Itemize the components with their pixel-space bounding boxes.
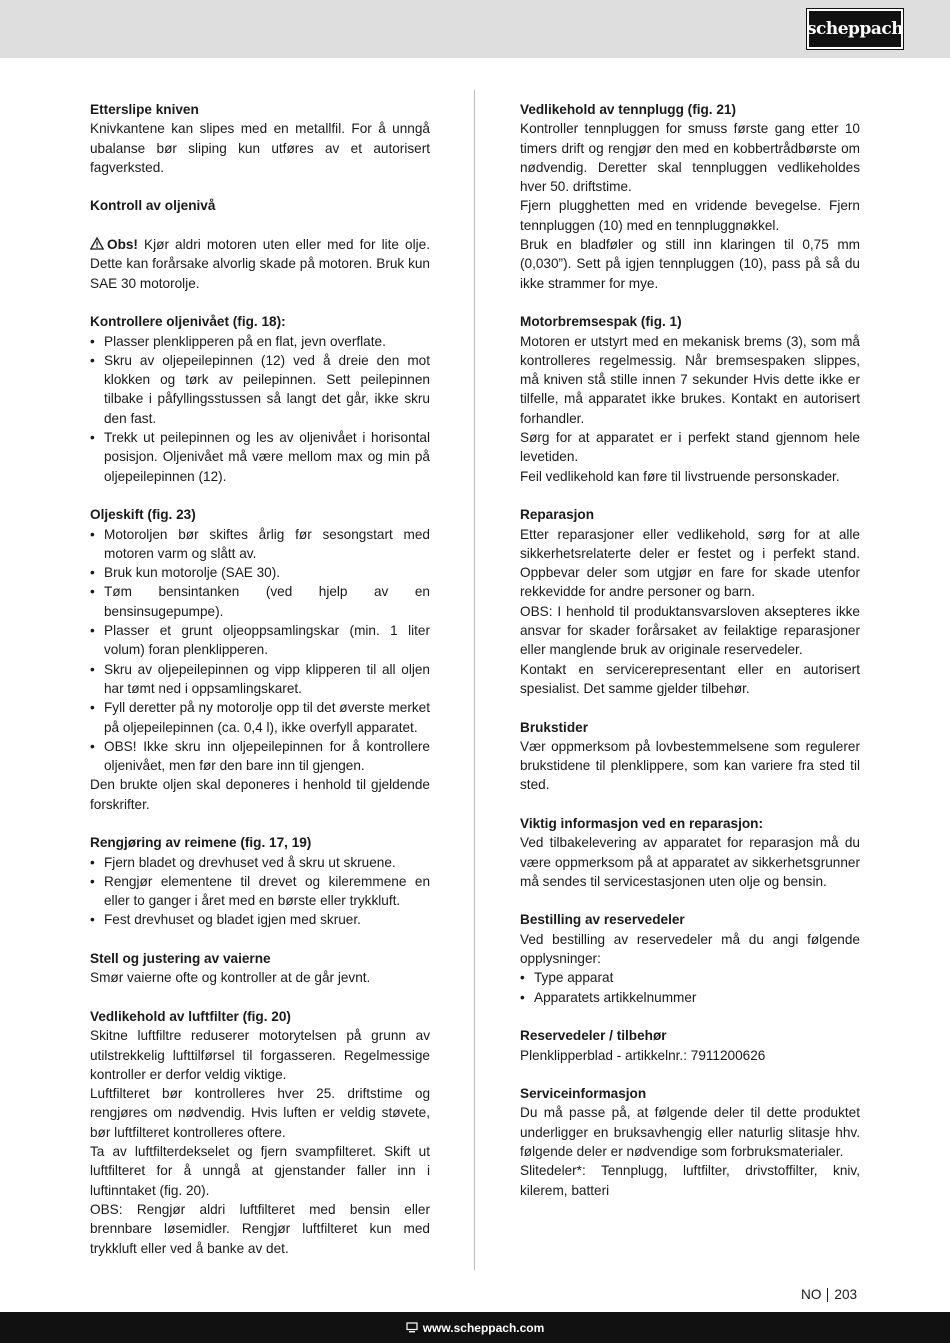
page-number bbox=[801, 1287, 857, 1302]
list-item: • Trekk ut peilepinnen og les av oljenivået i horisontal posisjon. Oljenivået må være mellom max og min på oljepeilepinnen (12). bbox=[90, 428, 430, 486]
page-language: NO bbox=[801, 1287, 822, 1302]
section-text: Sørg for at apparatet er i perfekt stand gjennom hele levetiden. bbox=[520, 430, 860, 465]
section-text: Ved bestilling av reservedeler må du angi følgende opplysninger: bbox=[520, 931, 860, 967]
section-text: Skitne luftfiltre reduserer motorytelsen på grunn av utilstrekkelig lufttilførsel til forgasseren. Regelmessige kontroller er derfor veldig viktige. bbox=[90, 1028, 430, 1082]
section-text: Motoren er utstyrt med en mekanisk brems (3), som må kontrolleres regelmessig. Når bremsespaken slippes, må kniven stå stille innen 7 sekunder Hvis dette ikke er tilfelle, må apparatet ikke brukes. Kontakt en autorisert forhandler. bbox=[520, 333, 860, 426]
list-item: • Skru av oljepeilepinnen og vipp klipperen til all oljen har tømt ned i oppsamlingskaret. bbox=[90, 660, 430, 699]
section-luftfilter bbox=[90, 1007, 430, 1258]
page-number-value: 203 bbox=[834, 1287, 858, 1302]
scheppach-logo: scheppach bbox=[807, 9, 903, 49]
section-heading: Etterslipe kniven bbox=[90, 102, 199, 117]
section-heading: Motorbremsespak (fig. 1) bbox=[520, 314, 682, 330]
section-text: Slitedeler*: Tennplugg, luftfilter, drivstoffilter, kniv, kilerem, batteri bbox=[520, 1163, 860, 1198]
section-bestilling bbox=[520, 910, 860, 1006]
warning-notice bbox=[90, 235, 430, 293]
section-heading: Kontrollere oljenivået (fig. 18): bbox=[90, 314, 286, 330]
list-item: • Fjern bladet og drevhuset ved å skru ut skruene. bbox=[90, 853, 430, 872]
footer-url[interactable]: www.scheppach.com bbox=[422, 1320, 545, 1335]
section-heading: Rengjøring av reimene (fig. 17, 19) bbox=[90, 835, 312, 851]
section-stell bbox=[90, 949, 430, 988]
section-heading: Serviceinformasjon bbox=[520, 1086, 647, 1102]
right-column bbox=[520, 100, 860, 1200]
list-item: • Fyll deretter på ny motorolje opp til det øverste merket på oljepeilepinnen (ca. 0,4 l), ikke overfyll apparatet. bbox=[90, 698, 430, 737]
section-heading: Reservedeler / tilbehør bbox=[520, 1028, 667, 1044]
section-text: Kontakt en servicerepresentant eller en autorisert spesialist. Det samme gjelder tilbehør. bbox=[520, 661, 860, 696]
section-oljeskift bbox=[90, 505, 430, 814]
list-item: • Rengjør elementene til drevet og kileremmene en eller to ganger i året med en børste eller trykkluft. bbox=[90, 872, 430, 911]
section-heading: Kontroll av oljenivå bbox=[90, 198, 216, 214]
list-item: • OBS! Ikke skru inn oljepeilepinnen for å kontrollere oljenivået, men før den bare inn til gjengen. bbox=[90, 737, 430, 776]
section-etterslipe bbox=[90, 100, 430, 177]
section-text: Knivkantene kan slipes med en metallfil. For å unngå ubalanse bør sliping kun utføres av et autorisert fagverksted. bbox=[90, 121, 430, 175]
section-motorbrems bbox=[520, 312, 860, 486]
monitor-icon bbox=[406, 1322, 418, 1333]
section-heading: Viktig informasjon ved en reparasjon: bbox=[520, 815, 763, 831]
section-brukstider bbox=[520, 718, 860, 795]
list-item: • Type apparat bbox=[520, 968, 860, 987]
bullet-list bbox=[90, 853, 430, 930]
section-heading: Brukstider bbox=[520, 719, 588, 735]
page-number-separator bbox=[827, 1288, 828, 1302]
list-item: • Plasser et grunt oljeoppsamlingskar (min. 1 liter volum) foran plenklipperen. bbox=[90, 621, 430, 660]
warning-text: Kjør aldri motoren uten eller med for lite olje. Dette kan forårsake alvorlig skade på motoren. Bruk kun SAE 30 motorolje. bbox=[90, 237, 430, 291]
section-text: OBS: I henhold til produktansvarsloven aksepteres ikke ansvar for skader forårsaket av feilaktige reparasjoner eller manglende bruk av originale reservedeler. bbox=[520, 603, 860, 658]
section-reservedeler bbox=[520, 1026, 860, 1065]
section-text: Etter reparasjoner eller vedlikehold, sørg for at alle sikkerhetsrelaterte deler er festet og i perfekt stand. Oppbevar deler som utgjør en fare for skade utenfor rekkevidde for andre personer og barn. bbox=[520, 526, 860, 600]
warning-triangle-icon bbox=[90, 237, 104, 250]
section-kontrollere-oljenivaet bbox=[90, 312, 430, 486]
section-text: Fjern plugghetten med en vridende bevegelse. Fjern tennpluggen (10) med en tennpluggnøkkel. bbox=[520, 198, 860, 233]
list-item: • Tøm bensintanken (ved hjelp av en bensinsugepumpe). bbox=[90, 582, 430, 621]
section-tennplugg bbox=[520, 100, 860, 293]
section-heading: Stell og justering av vaierne bbox=[90, 951, 271, 967]
section-text: Vær oppmerksom på lovbestemmelsene som regulerer brukstidene til plenklippere, som kan variere fra sted til sted. bbox=[520, 738, 860, 793]
list-item: • Bruk kun motorolje (SAE 30). bbox=[90, 563, 430, 582]
list-item: • Apparatets artikkelnummer bbox=[520, 988, 860, 1007]
section-serviceinformasjon bbox=[520, 1084, 860, 1200]
list-item: • Skru av oljepeilepinnen (12) ved å dreie den mot klokken og tørk av peilepinnen. Sett peilepinnen tilbake i påfyllingsstussen så langt det går, ikke skru den fast. bbox=[90, 351, 430, 428]
list-item: • Plasser plenklipperen på en flat, jevn overflate. bbox=[90, 332, 430, 351]
column-divider bbox=[474, 90, 475, 1270]
bullet-list bbox=[520, 968, 860, 1007]
section-text: Den brukte oljen skal deponeres i henhold til gjeldende forskrifter. bbox=[90, 777, 430, 812]
section-heading: Vedlikehold av tennplugg (fig. 21) bbox=[520, 102, 737, 117]
section-text: Plenklipperblad - artikkelnr.: 7911200626 bbox=[520, 1047, 766, 1063]
section-text: Kontroller tennpluggen for smuss første gang etter 10 timers drift og rengjør den med en kobbertrådbørste om nødvendig. Deretter skal tennpluggen vedlikeholdes hver 50. driftstime. bbox=[520, 121, 860, 195]
list-item: • Fest drevhuset og bladet igjen med skruer. bbox=[90, 910, 430, 929]
section-reparasjon bbox=[520, 505, 860, 698]
section-text: Du må passe på, at følgende deler til dette produktet underligger en bruksavhengig eller naturlig slitasje hhv. følgende deler er nødvendige som forbruksmaterialer. bbox=[520, 1105, 860, 1160]
bullet-list bbox=[90, 332, 430, 486]
section-text: Luftfilteret bør kontrolleres hver 25. driftstime og rengjøres om nødvendig. Hvis luften er veldig støvete, bør luftfilteret kontrolleres oftere. bbox=[90, 1086, 430, 1140]
section-rengjoring bbox=[90, 833, 430, 929]
section-text: Ta av luftfilterdekselet og fjern svampfilteret. Skift ut luftfilteret for å unngå at gjenstander faller inn i luftinntaket (fig. 20). bbox=[90, 1144, 430, 1198]
section-kontroll-oljeniva bbox=[90, 196, 430, 215]
footer-bar bbox=[0, 1312, 950, 1343]
section-text: Smør vaierne ofte og kontroller at de går jevnt. bbox=[90, 970, 371, 986]
section-text: OBS: Rengjør aldri luftfilteret med bensin eller brennbare løsemidler. Rengjør luftfilteret kun med trykkluft eller ved å banke av det. bbox=[90, 1201, 430, 1256]
section-text: Ved tilbakelevering av apparatet for reparasjon må du være oppmerksom på at apparatet av sikkerhetsgrunner må sendes til servicestasjonen uten olje og bensin. bbox=[520, 835, 860, 889]
section-text: Feil vedlikehold kan føre til livstruende personskader. bbox=[520, 468, 840, 484]
section-viktig-informasjon bbox=[520, 814, 860, 891]
left-column bbox=[90, 100, 430, 1258]
bullet-list bbox=[90, 525, 430, 776]
section-heading: Vedlikehold av luftfilter (fig. 20) bbox=[90, 1008, 291, 1024]
section-heading: Oljeskift (fig. 23) bbox=[90, 507, 196, 523]
list-item: • Motoroljen bør skiftes årlig før sesongstart med motoren varm og slått av. bbox=[90, 525, 430, 564]
header-bar bbox=[0, 0, 950, 58]
warning-label: Obs! bbox=[107, 237, 138, 253]
section-heading: Reparasjon bbox=[520, 507, 595, 523]
section-heading: Bestilling av reservedeler bbox=[520, 912, 685, 928]
section-text: Bruk en bladføler og still inn klaringen til 0,75 mm (0,030”). Sett på igjen tennpluggen (10), pass på så du ikke strammer for mye. bbox=[520, 237, 860, 291]
